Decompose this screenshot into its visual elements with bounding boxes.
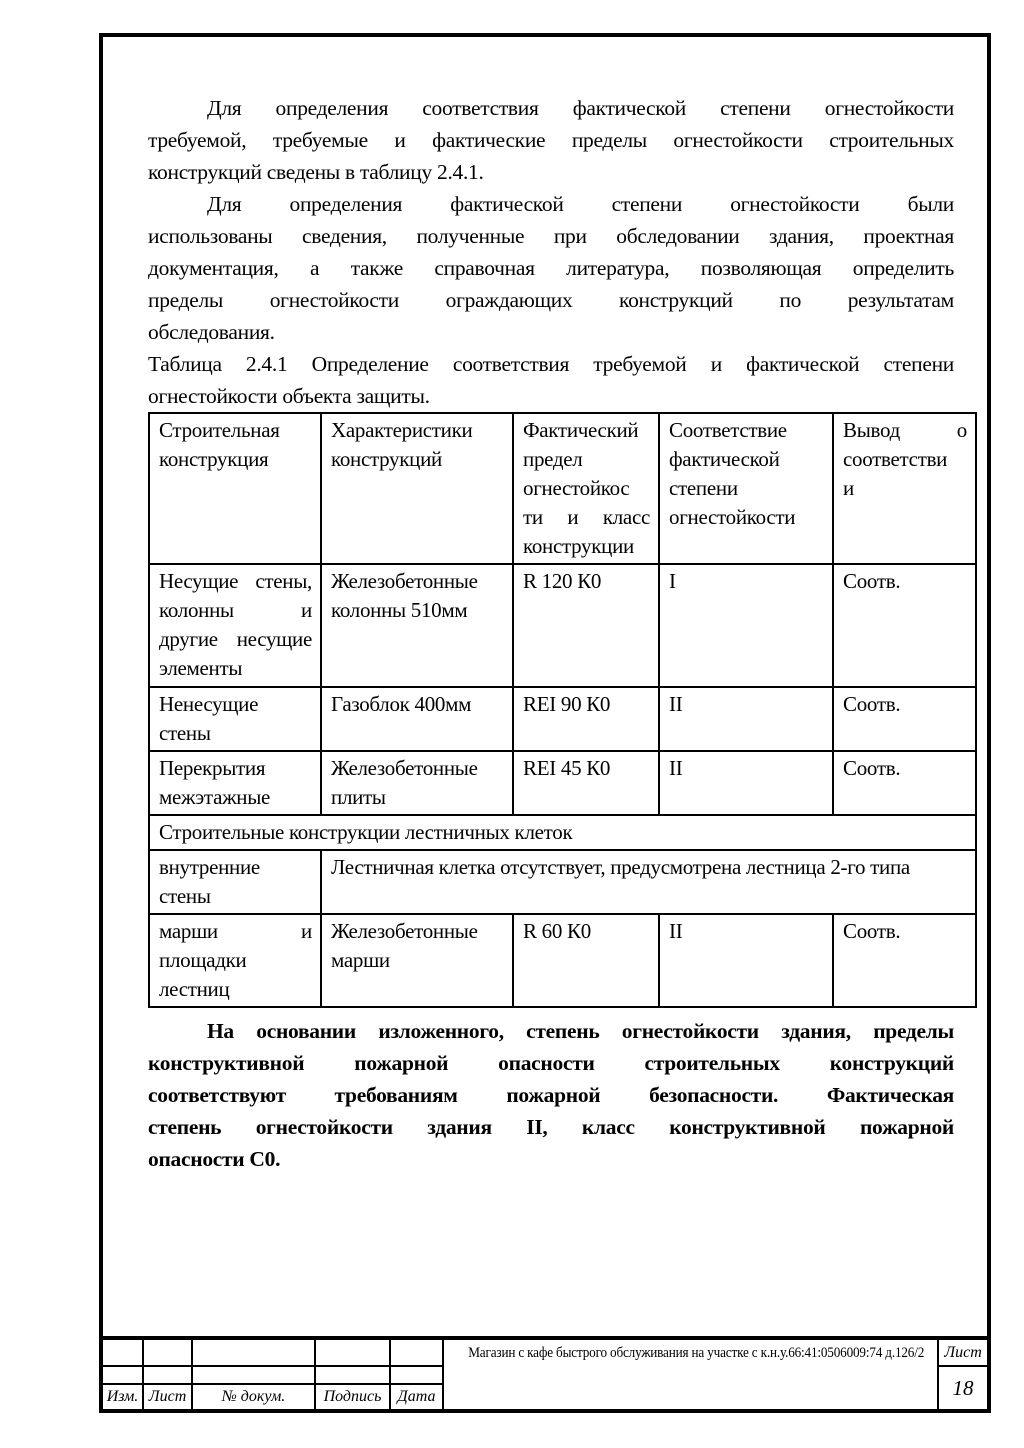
table-cell: REI 90 К0 bbox=[513, 687, 659, 751]
header-cell-actual-limit: Фактический предел огнестойкос ти и класс конструкции bbox=[513, 413, 659, 564]
stamp-label-doc-number: № докум. bbox=[221, 1388, 286, 1405]
intro-paragraph-1: Для определения соответствия фактической степени огнестойкости требуемой, требуемые и фактические пределы огнестойкости строительных конструкций сведены в таблицу 2.4.1. bbox=[148, 96, 954, 184]
sheet-number: 18 bbox=[952, 1376, 974, 1400]
table-cell: II bbox=[659, 687, 833, 751]
table-cell: R 60 К0 bbox=[513, 914, 659, 1007]
stamp-label-signature: Подпись bbox=[323, 1388, 382, 1405]
table-caption: Таблица 2.4.1 Определение соответствия требуемой и фактической степени огнестойкости объекта защиты. bbox=[148, 352, 954, 408]
table-cell: R 120 К0 bbox=[513, 564, 659, 687]
table-cell: Соотв. bbox=[833, 751, 976, 815]
table-cell: REI 45 К0 bbox=[513, 751, 659, 815]
table-cell: Железобетонные плиты bbox=[321, 751, 513, 815]
table-cell: Соотв. bbox=[833, 687, 976, 751]
page-content bbox=[148, 92, 975, 1175]
header-cell-correspondence: Соответствие фактической степени огнестойкости bbox=[659, 413, 833, 564]
table-row bbox=[149, 564, 976, 687]
section-header-cell: Строительные конструкции лестничных клеток bbox=[149, 815, 976, 850]
project-title: Магазин с кафе быстрого обслуживания на участке с к.н.у.66:41:0506009:74 д.126/2 bbox=[468, 1345, 925, 1361]
table-cell: внутренние стены bbox=[149, 850, 321, 914]
table-header-row bbox=[149, 413, 976, 564]
table-cell: I bbox=[659, 564, 833, 687]
fire-resistance-table bbox=[148, 412, 977, 1008]
table-section-row bbox=[149, 815, 976, 850]
divider-h bbox=[939, 1365, 987, 1367]
table-cell: Несущие стены, колонны и другие несущие элементы bbox=[149, 564, 321, 687]
divider-h bbox=[103, 1365, 442, 1367]
sheet-word-label: Лист bbox=[944, 1344, 982, 1361]
stamp-label-izm: Изм. bbox=[106, 1388, 139, 1405]
header-cell-characteristics: Характеристики конструкций bbox=[321, 413, 513, 564]
table-cell: Соотв. bbox=[833, 564, 976, 687]
table-row bbox=[149, 687, 976, 751]
header-cell-construction: Строительная конструкция bbox=[149, 413, 321, 564]
table-cell: Железобетонные колонны 510мм bbox=[321, 564, 513, 687]
divider-v bbox=[442, 1340, 444, 1409]
table-cell: II bbox=[659, 751, 833, 815]
stamp-top-divider bbox=[99, 1336, 991, 1340]
stamp-label-date: Дата bbox=[397, 1388, 436, 1405]
table-cell: Перекрытия межэтажные bbox=[149, 751, 321, 815]
table-cell: Лестничная клетка отсутствует, предусмотрена лестница 2-го типа bbox=[321, 850, 976, 914]
table-cell: II bbox=[659, 914, 833, 1007]
table-cell: Газоблок 400мм bbox=[321, 687, 513, 751]
stamp-label-list: Лист bbox=[148, 1388, 187, 1405]
table-cell: Соотв. bbox=[833, 914, 976, 1007]
table-row bbox=[149, 914, 976, 1007]
table-cell: Железобетонные марши bbox=[321, 914, 513, 1007]
conclusion-paragraph: На основании изложенного, степень огнестойкости здания, пределы конструктивной пожарной опасности строительных конструкций соответствуют требованиям пожарной безопасности. Фактическая степень огнестойкости здания II, класс конструктивной пожарной опасности С0. bbox=[148, 1019, 954, 1171]
table-cell: Ненесущие стены bbox=[149, 687, 321, 751]
header-cell-conclusion: Вывод о соответстви и bbox=[833, 413, 976, 564]
table-cell: марши и площадки лестниц bbox=[149, 914, 321, 1007]
table-row bbox=[149, 751, 976, 815]
table-row bbox=[149, 850, 976, 914]
intro-paragraph-2: Для определения фактической степени огнестойкости были использованы сведения, полученные при обследовании здания, проектная документация, а также справочная литература, позволяющая определить пределы огнестойкости ограждающих конструкций по результатам обследования. bbox=[148, 192, 954, 344]
